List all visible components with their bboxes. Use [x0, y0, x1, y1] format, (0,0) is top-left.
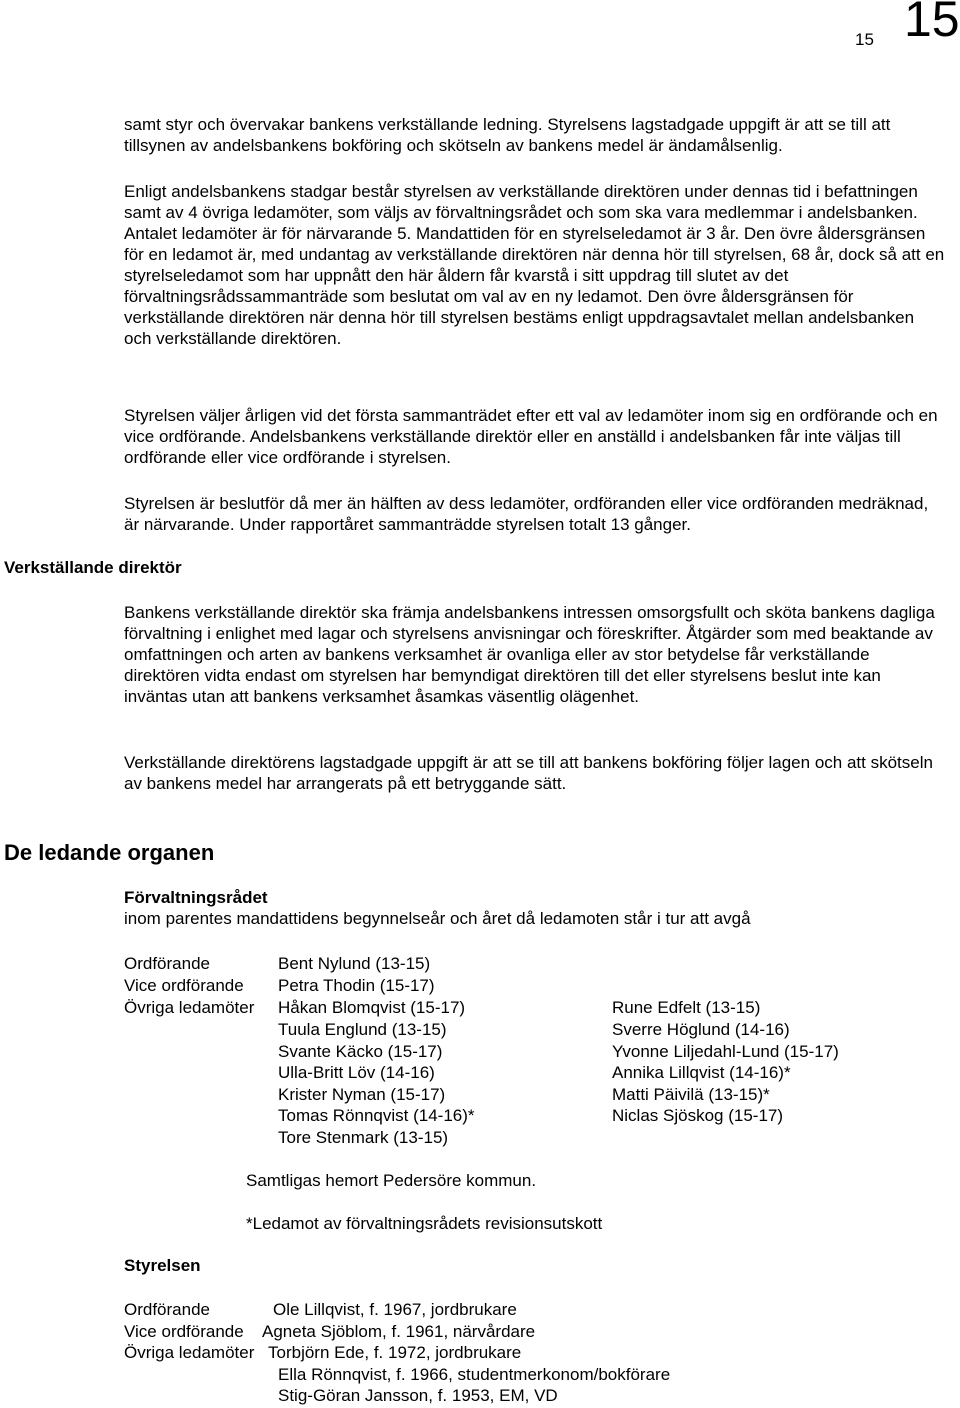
- board-vice-name: Agneta Sjöblom, f. 1961, närvårdare: [262, 1322, 536, 1341]
- heading-forvaltningsradet: Förvaltningsrådet: [124, 888, 268, 907]
- fr-hometown: Samtligas hemort Pedersöre kommun.: [246, 1171, 537, 1190]
- paragraph-vd-legal: Verkställande direktörens lagstadgade uppgift är att se till att bankens bokföring följer lagen och att skötseln av bankens medel har arrangerats på ett betryggande sätt.: [124, 753, 933, 793]
- side-heading-vd: Verkställande direktör: [4, 558, 182, 577]
- paragraph-chair-election: Styrelsen väljer årligen vid det första sammanträdet efter ett val av ledamöter inom sig en ordförande och en vice ordförande. Andelsbankens verkställande direktör eller en anställd i andelsbanken får inte väljas till ordförande eller vice ordförande i styrelsen.: [124, 406, 938, 467]
- fr-member-col1: Svante Käcko (15-17): [278, 1042, 443, 1061]
- fr-footnote: *Ledamot av förvaltningsrådets revisionsutskott: [246, 1214, 603, 1233]
- fr-member-col2: Matti Päivilä (13-15)*: [612, 1085, 770, 1104]
- board-role-others: Övriga ledamöter: [124, 1343, 255, 1362]
- fr-member-col2: Sverre Höglund (14-16): [612, 1020, 790, 1039]
- paragraph-board-duties: samt styr och övervakar bankens verkställande ledning. Styrelsens lagstadgade uppgift är att se till att tillsynen av andelsbankens bokföring och skötseln av bankens medel är ändamålsenlig.: [124, 115, 891, 155]
- paragraph-board-composition: Enligt andelsbankens stadgar består styrelsen av verkställande direktören under dennas tid i befattningen samt av 4 övriga ledamöter, som väljs av förvaltningsrådet och som ska vara medlemmar i andelsbanken. Antalet ledamöter är för närvarande 5. Mandattiden för en styrelseledamot är 3 år. Den övre åldersgränsen för en ledamot är, med undantag av verkställande direktören när denna hör till styrelsen, 68 år, dock så att en styrelseledamot som har uppnått den här åldern får kvarstå i sitt uppdrag till slutet av det förvaltningsrådssammanträde som beslutat om val av en ny ledamot. Den övre åldersgränsen för verkställande direktören när denna hör till styrelsen bestäms enligt uppdragsavtalet mellan andelsbanken och verkställande direktören.: [124, 182, 945, 348]
- fr-member-col1: Tore Stenmark (13-15): [278, 1128, 449, 1147]
- heading-styrelsen: Styrelsen: [124, 1256, 201, 1275]
- fr-chair-name: Bent Nylund (13-15): [278, 954, 431, 973]
- board-member: Stig-Göran Jansson, f. 1953, EM, VD: [278, 1386, 558, 1405]
- fr-member-col2: Rune Edfelt (13-15): [612, 998, 761, 1017]
- board-member: Torbjörn Ede, f. 1972, jordbrukare: [268, 1343, 522, 1362]
- board-chair-name: Ole Lillqvist, f. 1967, jordbrukare: [273, 1300, 517, 1319]
- fr-member-col1: Krister Nyman (15-17): [278, 1085, 446, 1104]
- board-member: Ella Rönnqvist, f. 1966, studentmerkonom/bokförare: [278, 1365, 671, 1384]
- fr-member-col1: Ulla-Britt Löv (14-16): [278, 1063, 435, 1082]
- paragraph-quorum: Styrelsen är beslutför då mer än hälften av dess ledamöter, ordföranden eller vice ordföranden medräknad, är närvarande. Under rapportåret sammanträdde styrelsen totalt 13 gånger.: [124, 494, 929, 534]
- fr-role-others: Övriga ledamöter: [124, 998, 255, 1017]
- fr-role-vice: Vice ordförande: [124, 976, 244, 995]
- paragraph-vd-duties: Bankens verkställande direktör ska främja andelsbankens intressen omsorgsfullt och sköta bankens dagliga förvaltning i enlighet med lagar och styrelsens anvisningar och föreskrifter. Åtgärder som med beaktande av omfattningen och arten av bankens verksamhet är ovanliga eller av stor betydelse får verkställande direktören vidta endast om styrelsen har bemyndigat direktören till det eller styrelsens beslut inte kan inväntas utan att bankens verksamhet åsamkas väsentlig olägenhet.: [124, 603, 935, 706]
- fr-member-col2: Annika Lillqvist (14-16)*: [612, 1063, 791, 1082]
- fr-member-col2: Yvonne Liljedahl-Lund (15-17): [612, 1042, 839, 1061]
- fr-member-col1: Tomas Rönnqvist (14-16)*: [278, 1106, 475, 1125]
- heading-ledande-organen: De ledande organen: [4, 840, 215, 865]
- board-role-vice: Vice ordförande: [124, 1322, 244, 1341]
- page-number-small: 15: [855, 30, 874, 49]
- fr-role-chair: Ordförande: [124, 954, 210, 973]
- forvaltningsradet-subtitle: inom parentes mandattidens begynnelseår och året då ledamoten står i tur att avgå: [124, 909, 751, 928]
- fr-member-col2: Niclas Sjöskog (15-17): [612, 1106, 784, 1125]
- board-role-chair: Ordförande: [124, 1300, 210, 1319]
- fr-member-col1: Tuula Englund (13-15): [278, 1020, 447, 1039]
- fr-vice-name: Petra Thodin (15-17): [278, 976, 435, 995]
- fr-member-col1: Håkan Blomqvist (15-17): [278, 998, 466, 1017]
- page-number-large: 15: [904, 0, 960, 47]
